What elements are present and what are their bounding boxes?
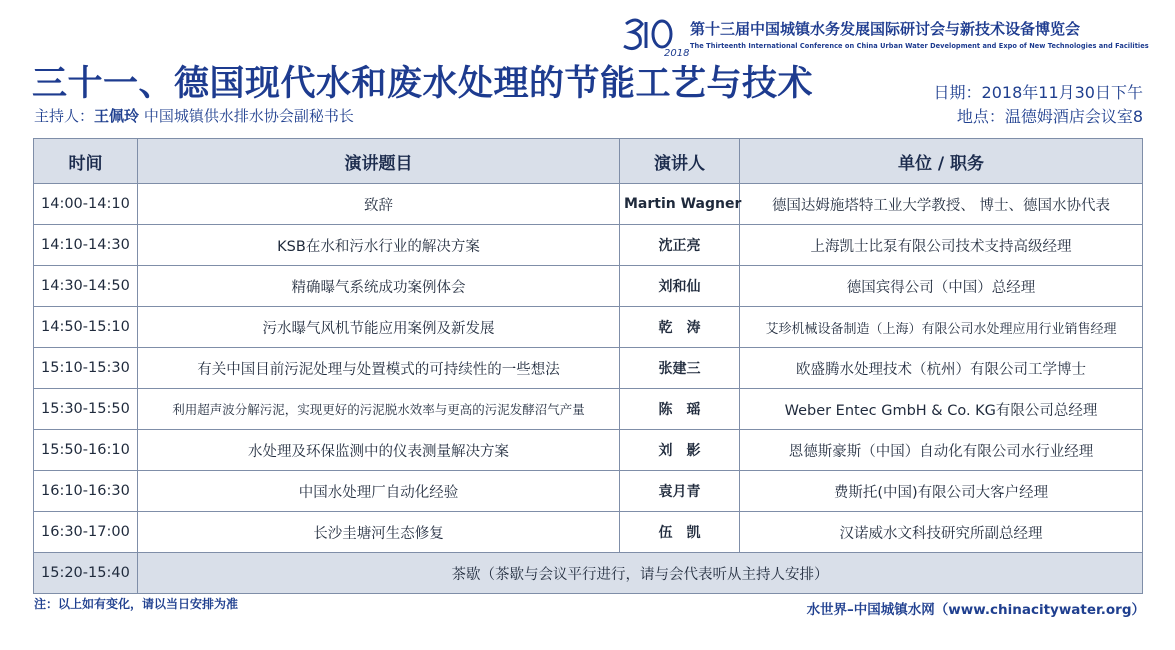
tea-break-row (34, 553, 1143, 594)
table-row (34, 225, 1143, 266)
time-cell: 14:10-14:30 (34, 225, 138, 266)
unit-cell: 上海凯士比泵有限公司技术支持高级经理 (740, 225, 1143, 266)
host-role: 中国城镇供水排水协会副秘书长 (143, 107, 354, 125)
topic-cell: 长沙圭塘河生态修复 (138, 512, 620, 553)
host-line (34, 105, 354, 126)
host-label: 主持人： (34, 107, 95, 125)
footer-site: 水世界–中国城镇水网（www.chinacitywater.org） (806, 602, 1145, 618)
time-cell: 15:10-15:30 (34, 348, 138, 389)
column-header-unit: 单位 / 职务 (740, 139, 1143, 184)
topic-cell: 精确曝气系统成功案例体会 (138, 266, 620, 307)
time-cell: 16:10-16:30 (34, 471, 138, 512)
unit-cell: 汉诺威水文科技研究所副总经理 (740, 512, 1143, 553)
unit-cell: 德国达姆施塔特工业大学教授、 博士、德国水协代表 (740, 184, 1143, 225)
unit-cell: 德国宾得公司（中国）总经理 (740, 266, 1143, 307)
time-cell: 14:00-14:10 (34, 184, 138, 225)
speaker-cell: 张建三 (620, 348, 740, 389)
conference-name-en: The Thirteenth International Conference on China Urban Water Development and Expo of New Technologies and Facilities (690, 42, 1149, 50)
speaker-cell: 伍 凯 (620, 512, 740, 553)
conference-name-cn: 第十三届中国城镇水务发展国际研讨会与新技术设备博览会 (690, 20, 1081, 38)
topic-cell: 中国水处理厂自动化经验 (138, 471, 620, 512)
speaker-cell: 刘和仙 (620, 266, 740, 307)
unit-cell: 欧盛腾水处理技术（杭州）有限公司工学博士 (740, 348, 1143, 389)
topic-cell: 利用超声波分解污泥，实现更好的污泥脱水效率与更高的污泥发酵沼气产量 (138, 389, 620, 430)
footer-note: 注：以上如有变化，请以当日安排为准 (34, 597, 239, 611)
time-cell: 15:20-15:40 (34, 553, 138, 594)
session-place: 地点：温德姆酒店会议室8 (956, 107, 1143, 126)
tea-break-text: 茶歇（茶歇与会议平行进行，请与会代表听从主持人安排） (138, 553, 1143, 594)
table-row (34, 348, 1143, 389)
speaker-cell: 乾 涛 (620, 307, 740, 348)
speaker-cell: 沈正亮 (620, 225, 740, 266)
table-row (34, 266, 1143, 307)
table-row (34, 389, 1143, 430)
speaker-cell: Martin Wagner (620, 184, 740, 225)
time-cell: 16:30-17:00 (34, 512, 138, 553)
column-header-time: 时间 (34, 139, 138, 184)
unit-cell: 恩德斯豪斯（中国）自动化有限公司水行业经理 (740, 430, 1143, 471)
schedule-table (33, 138, 1143, 594)
topic-cell: 有关中国目前污泥处理与处置模式的可持续性的一些想法 (138, 348, 620, 389)
topic-cell: 污水曝气风机节能应用案例及新发展 (138, 307, 620, 348)
time-cell: 14:50-15:10 (34, 307, 138, 348)
column-header-speaker: 演讲人 (620, 139, 740, 184)
host-name: 王佩玲 (94, 107, 140, 125)
svg-text:2018: 2018 (664, 48, 690, 59)
column-header-topic: 演讲题目 (138, 139, 620, 184)
logo-310-icon (622, 14, 690, 59)
topic-cell: 水处理及环保监测中的仪表测量解决方案 (138, 430, 620, 471)
table-row (34, 307, 1143, 348)
unit-cell: 费斯托(中国)有限公司大客户经理 (740, 471, 1143, 512)
unit-cell: 艾珍机械设备制造（上海）有限公司水处理应用行业销售经理 (740, 307, 1143, 348)
table-row (34, 430, 1143, 471)
table-row (34, 184, 1143, 225)
time-cell: 14:30-14:50 (34, 266, 138, 307)
table-header-row (34, 139, 1143, 184)
topic-cell: KSB在水和污水行业的解决方案 (138, 225, 620, 266)
time-cell: 15:30-15:50 (34, 389, 138, 430)
page-title: 三十一、德国现代水和废水处理的节能工艺与技术 (32, 64, 814, 104)
speaker-cell: 刘 影 (620, 430, 740, 471)
speaker-cell: 袁月青 (620, 471, 740, 512)
speaker-cell: 陈 瑶 (620, 389, 740, 430)
time-cell: 15:50-16:10 (34, 430, 138, 471)
topic-cell: 致辞 (138, 184, 620, 225)
table-row (34, 512, 1143, 553)
table-row (34, 471, 1143, 512)
unit-cell: Weber Entec GmbH & Co. KG有限公司总经理 (740, 389, 1143, 430)
conference-logo (622, 14, 690, 59)
session-date: 日期：2018年11月30日下午 (933, 83, 1143, 102)
